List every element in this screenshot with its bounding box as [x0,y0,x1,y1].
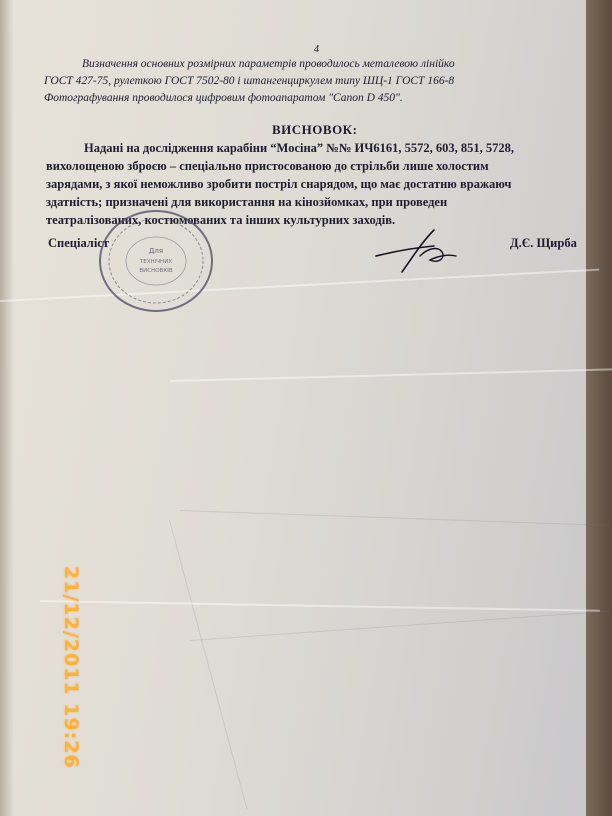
paper-fold [170,368,612,382]
stamp-text: ВИСНОВКІВ [139,268,173,274]
conclusion-line: вихолощеною зброєю – спеціально пристосованою до стрільби лише холостим [46,159,489,173]
stamp-text: Для [148,247,164,255]
paragraph-line: ГОСТ 427-75, рулеткою ГОСТ 7502-80 і штангенциркулем типу ШЦ-1 ГОСТ 166-8 [44,75,455,87]
paper-crease [180,510,610,526]
round-stamp [96,206,216,316]
paragraph-line: Фотографування проводилося цифровим фотоапаратом "Canon D 450". [44,92,403,104]
specialist-label: Спеціаліст [48,236,109,250]
handwritten-signature [372,226,458,274]
paper-crease [169,520,248,810]
table-edge [586,0,612,816]
conclusion-heading: ВИСНОВОК: [272,122,358,137]
paper-fold [40,600,600,612]
stamp-text: ТЕХНІЧНИХ [139,259,173,265]
specialist-name: Д.Є. Щирба [510,236,577,250]
conclusion-line: зарядами, з якої неможливо зробити постріл снарядом, що має достатню вражаюч [46,177,512,191]
conclusion-line: Надані на дослідження карабіни “Мосіна” №№ ИЧ6161, 5572, 603, 851, 5728, [84,141,515,155]
paper-crease [190,611,609,641]
measurement-paragraph [44,56,584,107]
paragraph-line: Визначення основних розмірних параметрів проводилось металевою лінійко [82,58,455,70]
left-shadow [0,0,14,816]
paper-fold [0,269,599,302]
conclusion-line: театралізованих, костюмованих та інших культурних заходів. [46,213,396,227]
camera-datestamp: 21/12/2011 19:26 [60,566,82,769]
page-number: 4 [314,44,319,55]
conclusion-line: здатність; призначені для використання на кінозйомках, при проведен [46,195,448,209]
